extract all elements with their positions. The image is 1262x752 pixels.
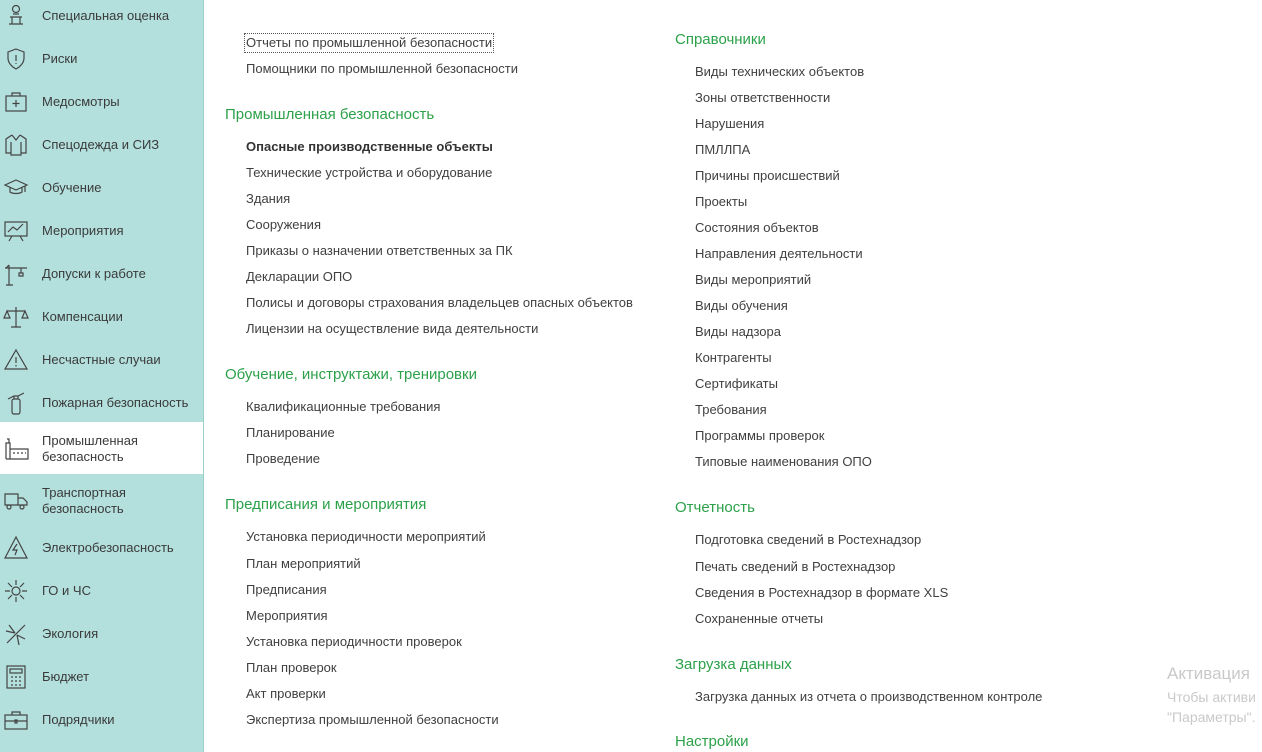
link-violations[interactable]: Нарушения [695,116,765,131]
sidebar-item-label: Специальная оценка [42,8,170,23]
link-activity-directions[interactable]: Направления деятельности [695,246,863,261]
fire-extinguisher-icon [2,389,30,417]
link-safety-expertise[interactable]: Экспертиза промышленной безопасности [246,712,499,727]
link-measures[interactable]: Мероприятия [246,608,328,623]
shield-icon [2,45,30,73]
link-buildings[interactable]: Здания [246,191,291,206]
link-measure-types[interactable]: Виды мероприятий [695,272,812,287]
truck-icon [2,486,30,514]
warning-triangle-icon [2,346,30,374]
sidebar-item-label: Транспортная безопасность [42,485,126,516]
section-title-reports: Отчетность [675,499,755,516]
sidebar-item-label: ГО и ЧС [42,583,91,598]
link-responsibility-zones[interactable]: Зоны ответственности [695,90,831,105]
link-insurance-policies[interactable]: Полисы и договоры страхования владельцев опасных объектов [246,295,633,310]
sidebar-item-label: Компенсации [42,309,123,324]
civil-defense-icon [2,577,30,605]
activation-watermark-text: Чтобы активи [1167,689,1256,705]
activation-watermark-text: "Параметры". [1167,709,1256,725]
sidebar-item-label: Пожарная безопасность [42,395,189,410]
sidebar-item-label: Спецодежда и СИЗ [42,137,160,152]
sidebar-item-fire-safety[interactable] [0,387,203,419]
sidebar-item-label: Подрядчики [42,712,115,727]
presentation-board-icon [2,217,30,245]
sidebar-item-label: Допуски к работе [42,266,146,281]
link-industrial-safety-reports[interactable]: Отчеты по промышленной безопасности [246,35,493,50]
link-projects[interactable]: Проекты [695,194,748,209]
link-technical-object-types[interactable]: Виды технических объектов [695,64,865,79]
sidebar-item-civil-defense[interactable] [0,575,203,607]
leaf-icon [2,620,30,648]
link-measures-periodicity[interactable]: Установка периодичности мероприятий [246,529,486,544]
link-rostekhnadzor-prepare[interactable]: Подготовка сведений в Ростехнадзор [695,532,922,547]
crane-icon [2,260,30,288]
sidebar-item-label: Несчастные случаи [42,352,161,367]
link-planning[interactable]: Планирование [246,425,335,440]
link-inspections-periodicity[interactable]: Установка периодичности проверок [246,634,462,649]
link-supervision-types[interactable]: Виды надзора [695,324,781,339]
sidebar-item-special-assessment[interactable] [0,0,203,32]
link-typical-opo-names[interactable]: Типовые наименования ОПО [695,454,872,469]
scales-icon [2,303,30,331]
section-title-data-load: Загрузка данных [675,656,792,673]
link-rostekhnadzor-xls[interactable]: Сведения в Ростехнадзор в формате XLS [695,585,949,600]
sidebar-item-label: Риски [42,51,78,66]
factory-icon [2,434,30,462]
sidebar-item-accidents[interactable] [0,344,203,376]
sidebar-item-work-permits[interactable] [0,258,203,290]
link-object-states[interactable]: Состояния объектов [695,220,819,235]
sidebar-item-workwear[interactable] [0,129,203,161]
link-orders[interactable]: Предписания [246,582,327,597]
link-conducting[interactable]: Проведение [246,451,320,466]
sidebar-item-ecology[interactable] [0,618,203,650]
link-training-types[interactable]: Виды обучения [695,298,788,313]
sidebar-item-industrial-safety[interactable] [0,422,203,474]
sidebar-item-label: Бюджет [42,669,90,684]
section-title-settings-partial: Настройки [675,733,749,750]
link-counterparties[interactable]: Контрагенты [695,350,772,365]
section-title-references: Справочники [675,31,766,48]
link-industrial-safety-assistants[interactable]: Помощники по промышленной безопасности [246,61,518,76]
sidebar-item-measures[interactable] [0,215,203,247]
briefcase-icon [2,706,30,734]
medkit-icon [2,88,30,116]
link-load-production-control[interactable]: Загрузка данных из отчета о производственном контроле [695,689,1043,704]
link-measures-plan[interactable]: План мероприятий [246,556,361,571]
graduation-cap-icon [2,174,30,202]
calculator-icon [2,663,30,691]
link-structures[interactable]: Сооружения [246,217,321,232]
link-certificates[interactable]: Сертификаты [695,376,778,391]
sidebar-item-transport-safety[interactable] [0,476,203,524]
sidebar-item-risks[interactable] [0,43,203,75]
sidebar-item-label: Медосмотры [42,94,120,109]
link-inspection-act[interactable]: Акт проверки [246,686,326,701]
section-title-orders-measures: Предписания и мероприятия [225,496,427,513]
link-incident-causes[interactable]: Причины происшествий [695,168,840,183]
link-hazardous-facilities[interactable]: Опасные производственные объекты [246,139,493,154]
link-technical-devices[interactable]: Технические устройства и оборудование [246,165,493,180]
sidebar-item-label: Обучение [42,180,102,195]
sidebar-item-training[interactable] [0,172,203,204]
sidebar-item-label: Промышленная безопасность [42,433,138,464]
link-inspection-programs[interactable]: Программы проверок [695,428,825,443]
sidebar-item-compensation[interactable] [0,301,203,333]
link-opo-declarations[interactable]: Декларации ОПО [246,269,353,284]
sidebar-item-label: Электробезопасность [42,540,174,555]
link-requirements[interactable]: Требования [695,402,767,417]
sidebar-item-contractors[interactable] [0,704,203,736]
jacket-icon [2,131,30,159]
worker-chair-icon [2,2,30,30]
section-title-industrial-safety: Промышленная безопасность [225,106,435,123]
high-voltage-icon [2,534,30,562]
sidebar-item-electrical-safety[interactable] [0,532,203,564]
link-responsible-orders[interactable]: Приказы о назначении ответственных за ПК [246,243,513,258]
sidebar-item-label: Мероприятия [42,223,124,238]
link-licenses[interactable]: Лицензии на осуществление вида деятельности [246,321,539,336]
link-rostekhnadzor-print[interactable]: Печать сведений в Ростехнадзор [695,559,896,574]
sidebar-item-label: Экология [42,626,99,641]
sidebar [0,0,204,752]
link-pmllpa[interactable]: ПМЛЛПА [695,142,751,157]
sidebar-item-medical[interactable] [0,86,203,118]
section-title-training: Обучение, инструктажи, тренировки [225,366,477,383]
sidebar-item-budget[interactable] [0,661,203,693]
link-qualification-requirements[interactable]: Квалификационные требования [246,399,441,414]
activation-watermark-title: Активация [1167,664,1250,683]
link-inspections-plan[interactable]: План проверок [246,660,337,675]
link-saved-reports[interactable]: Сохраненные отчеты [695,611,824,626]
